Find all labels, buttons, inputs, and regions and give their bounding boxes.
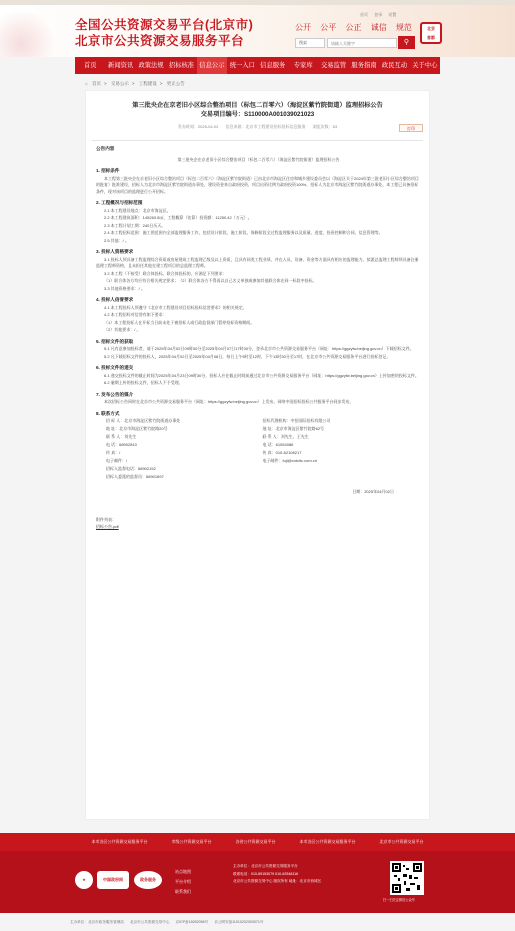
section-paragraph: 2.5 其他：/ 。 [104,237,129,243]
home-icon: ⌂ [85,81,88,86]
contact-heading: 8. 联系方式 [96,410,120,416]
view-count: 浏览次数：63 [312,124,338,129]
section-paragraph: 2.1 本工程建设地点：北京市海淀区。 [104,207,171,213]
qr-caption: 扫一扫关注微信公众号 [383,898,415,902]
related-link[interactable]: 本市各区公共资源交易服务平台 [299,839,356,844]
section-paragraph: 5.1 凡有意参加投标者，请于2025年04月02日09时00分至2025年04月07日17时00分，登录北京市公共资源交易服务平台（网址：https://ggzyfw.beijing.gov.cn）下载招标文件。 [104,346,414,351]
service-logo[interactable]: 政务服务 [134,871,162,889]
section-paragraph: 2.4 本工程招标范围：施工图范围内全部监理服务工作，包括设计阶段、施工阶段、保修阶段全过程监理服务以及质量、进度、投资控制和合同、信息管理等。 [104,230,383,235]
announcement-date: 日期：2025年04月02日 [352,489,394,494]
seal-text: 首都 [427,35,435,40]
attach-label: 附件列表： [96,516,116,522]
section-paragraph: 2.3 本工程计划工期：240日历天。 [104,222,166,228]
breadcrumb-item[interactable]: 工程建设 [138,81,157,86]
contact-grid [86,417,429,481]
contact-agent-field: 地 址：北京市海淀区紫竹院路62号 [262,426,325,431]
footer-link-intro[interactable]: 平台介绍 [175,879,191,884]
search-input[interactable] [327,38,397,48]
section-heading: 1. 招标条件 [96,168,120,173]
breadcrumb: ⌂ 首页 > 交易公示 > 工程建设 > 更正公告 [85,81,185,86]
nav-item-unified-entry[interactable]: 统一入口 [229,62,255,69]
related-link[interactable]: 本市各区公共资源交易服务平台 [91,839,148,844]
related-link[interactable]: 各省公共资源交易平台 [235,839,276,844]
section-paragraph: 本次招标公告同时在北京市公共资源交易服务平台（网址：https://ggzyfw.beijing.gov.cn）上发布。网络中国招标投标公共服务平台同步发布。 [104,399,354,404]
contact-tenderer-field: 传 真：/ [106,450,121,455]
related-links-bar [0,833,515,851]
section-paragraph: 4.1 本工程投标人须遵守《北京市工程建设项目招标投标信誉要求》的相关规定。 [104,304,247,310]
print-button[interactable]: 打印 [399,124,423,132]
nav-item-experts[interactable]: 专家库 [293,62,313,69]
top-link-login[interactable]: 登录 [374,12,383,17]
breadcrumb-item[interactable]: 首页 [91,81,101,86]
contact-agent-field: 联 系 人：刘先生、王先生 [262,434,309,439]
header-decoration [0,13,70,57]
related-link[interactable]: 北京市公共资源交易平台 [379,839,424,844]
section-heading: 2. 工程概况与招标范围 [96,200,143,205]
section-paragraph: 5.2 凡下载招标文件的投标人，2025年04月02日至2025年04月08日，每日上午9时至12时，下午13时30分至17时，在北京市公共资源交易服务平台进行投标登记。 [104,353,391,359]
breadcrumb-item[interactable]: 交易公示 [110,81,129,86]
announcement-label: 公告内容 [96,146,115,151]
project-code: 交易项目编号：S110000A001039021023 [200,111,315,118]
section-paragraph: 3.2 本工程（不接受）联合体投标。联合体投标的，应满足下列要求： [104,270,227,276]
search-scope-select[interactable]: 搜索 [295,38,325,48]
slogan-word: 规范 [395,23,412,32]
breadcrumb-item[interactable]: 更正公告 [166,81,185,86]
section-paragraph: 3.1 投标人须具备工程监理综合资质或房屋建筑工程监理乙级及以上资质，且具有同类工程业绩，并在人员、设备、资金等方面具有相应的监理能力。拟派总监理工程师须具备注册监理工程师资格，且未担任其他在建工程项目的总监理工程师。 [96,256,419,268]
section-paragraph: 本工程第三批央企在京老旧小区综合整治项目（标包二百零六）（海淀区紫竹院街道）已由北京市海淀区住房和城乡建设委员会以（海淀区关于2024年第三批老旧小区综合整治项目的批复）批准建设，招标人为北京市海淀区紫竹院街道办事处，建设资金来自政府投资，项目出资比例为政府投资100%，招标人为北京市海淀区紫竹院街道办事处。本工程已具备招标条件，现对该项目的监理进行公开招标。 [96,175,419,194]
bottom-bar [0,913,515,931]
divider [92,140,423,141]
contact-agent-field: 传 真：010-62108217 [262,450,302,455]
site-footer [0,851,515,913]
slogan-word: 公开 [295,23,311,32]
article-content [85,90,430,820]
contact-agent-field [263,465,410,473]
nav-item-interaction[interactable]: 政民互动 [381,62,408,69]
nav-item-policy[interactable]: 政策法规 [138,62,164,69]
nav-item-about[interactable]: 关于中心 [412,62,438,69]
top-links [360,12,401,18]
attachment-link[interactable]: 招标公告.pdf [96,523,119,529]
section-paragraph: 4.2 本工程招标对信誉有如下要求： [104,312,167,317]
bottom-info: 主办单位：北京市政务服务管理局 [70,920,124,924]
search-icon: ⚲ [403,39,410,46]
section-heading: 6. 投标文件的递交 [96,365,134,370]
attachments [86,516,429,530]
nav-item-news[interactable]: 新闻资讯 [108,62,134,69]
top-link-home[interactable]: 首页 [360,12,368,17]
contact-tenderer-field: 电 话：68902810 [106,442,137,447]
slogan-word: 公正 [345,23,362,32]
footer-link-contact[interactable]: 联系我们 [175,889,191,894]
bottom-info: 北京市公共资源交易中心 [129,920,170,924]
section-heading: 5. 招标文件的获取 [96,338,134,344]
announcement-sections [96,168,421,406]
footer-link-sitemap[interactable]: 站点地图 [175,869,191,874]
section-paragraph: （2）其他要求：/ 。 [104,327,141,332]
main-nav [75,57,440,74]
section-paragraph: 3.3 其他资格要求：/ 。 [104,285,145,291]
section-heading: 3. 投标人资格要求 [96,249,134,254]
slogan-word: 公平 [320,23,337,32]
contact-tenderer-field: 招标人委派的监督员：68901897 [106,474,164,479]
contact-agent-field: 电 话：61054086 [262,442,294,447]
qr-code-icon [390,861,424,895]
contact-tenderer-field: 招 标 人：北京市海淀区紫竹院街道办事处 [106,418,181,423]
related-link[interactable]: 市级公共资源交易平台 [171,839,212,844]
announcement-center-title: 第三批央企在京老旧小区综合整治项目（标包二百零六）（海淀区紫竹院街道）监理招标公告 [177,156,340,162]
section-heading: 4. 投标人信誉要求 [96,297,134,302]
article-title-line: 第三批央企在京老旧小区综合整治项目（标包二百零六）（海淀区紫竹院街道）监理招标公告 [132,102,383,109]
nav-item-guide[interactable]: 服务指南 [351,62,377,69]
section-paragraph: （1）本工程投标人在开标当日前未处于被招标人或行政监督部门暂停投标资格期间。 [104,319,255,325]
article-title [86,101,429,119]
seal-logo [420,22,442,44]
nav-item-approval[interactable]: 招标核准 [168,62,195,69]
info-source: 信息来源：北京市工程建设招标投标信息服务 [225,124,306,129]
site-header [0,5,515,57]
publish-time: 发布时间：2025-04-02 [177,124,219,129]
announcement-body [86,146,429,417]
section-paragraph: 6.1 递交投标文件的截止时间为2025年04月23日09时30分，投标人应在截止时间前通过北京市公共资源交易服务平台（网址：https://ggzyfw.beijing.gov.cn）上传加密的投标文件。 [104,372,419,378]
section-heading: 7. 发布公告的媒介 [96,391,134,397]
article-meta [86,124,429,130]
contact-agent-field [263,473,410,481]
footer-info-line: 联系电话：010-89153079 010-62548116 [233,871,299,876]
contact-agent-field: 招标代理机构：中招国际招标有限公司 [262,418,331,423]
seal-text: 北京 [427,26,435,31]
nav-item-public-notice[interactable]: 信息公示 [197,57,227,74]
contact-tenderer-field: 地 址：北京市海淀区紫竹院路20号 [106,426,168,431]
nav-item-home[interactable]: 首页 [83,62,97,69]
section-paragraph: 6.2 逾期上传的投标文件，招标人不予受理。 [104,380,183,385]
footer-links [175,867,191,897]
icp-link[interactable]: 京ICP备16052056号 [175,920,209,924]
emblem-icon: ★ [75,871,93,889]
contact-agent-field: 电子邮件：fuji@cntcitc.com.cn [262,458,318,463]
section-paragraph: （1）联合体各方均应符合相关规定要求；（2）联合体各方不得再以自己名义单独或参加其他联合体在同一标段中投标。 [104,278,317,283]
contact-tenderer-field: 电子邮件：/ [106,458,128,463]
site-title-line2: 北京市公共资源交易服务平台 [75,34,245,48]
contact-tenderer-field: 联 系 人：刘先生 [106,434,137,439]
footer-info-line: 主办单位：北京市公共资源交易服务平台 [233,864,298,868]
nav-item-info-service[interactable]: 信息服务 [260,62,286,69]
footer-info [233,863,393,886]
section-paragraph: 2.2 本工程建筑面积：145263.5㎡，工程概算（估算）投资额：11250.42（万元）。 [104,215,252,220]
search-button[interactable] [398,36,415,49]
top-link-settings[interactable]: 设置 [388,12,397,17]
police-record-link[interactable]: 京公网安备11010202003071号 [214,920,264,924]
slogan [295,22,419,33]
nav-item-supervision[interactable]: 交易监管 [320,62,347,69]
gov-logo[interactable]: 中国政府网 [97,871,129,889]
slogan-word: 诚信 [370,23,387,32]
site-title-line1: 全国公共资源交易平台(北京市) [75,18,254,32]
footer-info-line: 北京市公共资源交易中心 版权所有 地址：北京市西城区 [233,879,322,883]
contact-tenderer-field: 招标人监督电话：68902152 [106,466,156,471]
